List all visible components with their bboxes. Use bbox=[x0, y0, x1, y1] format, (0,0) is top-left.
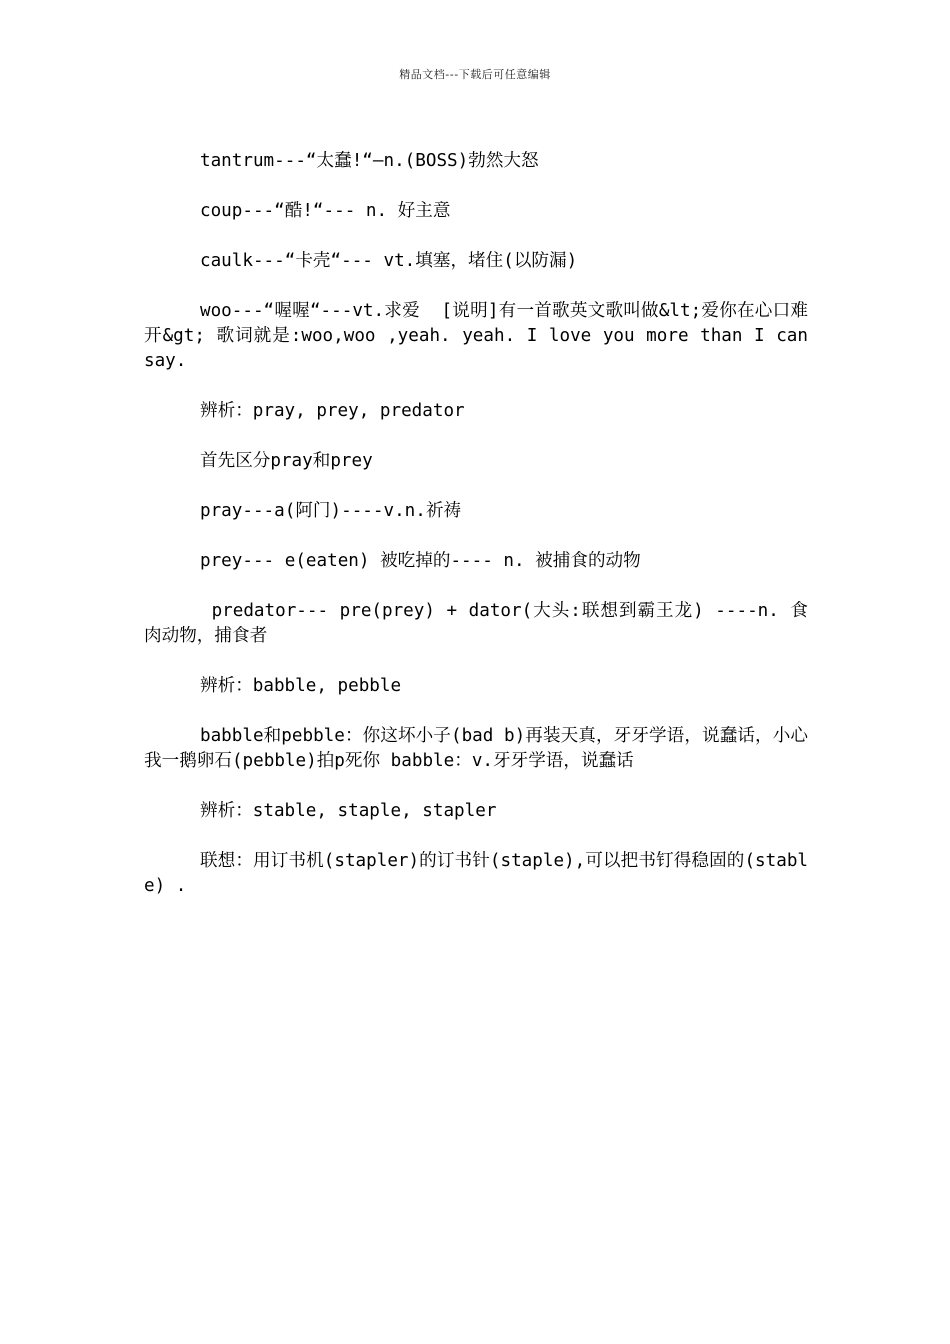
paragraph-coup: coup---“酷!“--- n. 好主意 bbox=[200, 201, 451, 221]
paragraph-analysis-pray: 辨析：pray, prey, predator bbox=[200, 401, 465, 421]
paragraph-prey: prey--- e(eaten) 被吃掉的---- n. 被捕食的动物 bbox=[200, 551, 641, 571]
paragraph-pray: pray---a(阿门)----v.n.祈祷 bbox=[200, 501, 462, 521]
paragraph-association: 联想：用订书机(stapler)的订书针(staple),可以把书钉得稳固的(stable) . bbox=[144, 851, 808, 896]
paragraph-babble-pebble: babble和pebble：你这坏小子(bad b)再装天真，牙牙学语，说蠢话，小心我一鹅卵石(pebble)拍p死你 babble：v.牙牙学语，说蠢话 bbox=[144, 726, 808, 771]
paragraph-distinguish: 首先区分pray和prey bbox=[200, 451, 373, 471]
paragraph-predator: predator--- pre(prey) + dator(大头:联想到霸王龙) ----n. 食肉动物，捕食者 bbox=[144, 601, 808, 646]
paragraph-analysis-stable: 辨析：stable, staple, stapler bbox=[200, 801, 497, 821]
paragraph-caulk: caulk---“卡壳“--- vt.填塞，堵住(以防漏) bbox=[200, 251, 578, 271]
paragraph-analysis-babble: 辨析：babble, pebble bbox=[200, 676, 402, 696]
paragraph-woo: woo---“喔喔“---vt.求爱 [说明]有一首歌英文歌叫做&lt;爱你在心口难开&gt; 歌词就是:woo,woo ,yeah. yeah. I love you more than I can say. bbox=[144, 301, 819, 371]
paragraph-tantrum: tantrum---“太蠢!“—n.(BOSS)勃然大怒 bbox=[200, 151, 539, 171]
page-header: 精品文档---下载后可任意编辑 bbox=[399, 68, 551, 81]
document-body bbox=[144, 149, 819, 924]
